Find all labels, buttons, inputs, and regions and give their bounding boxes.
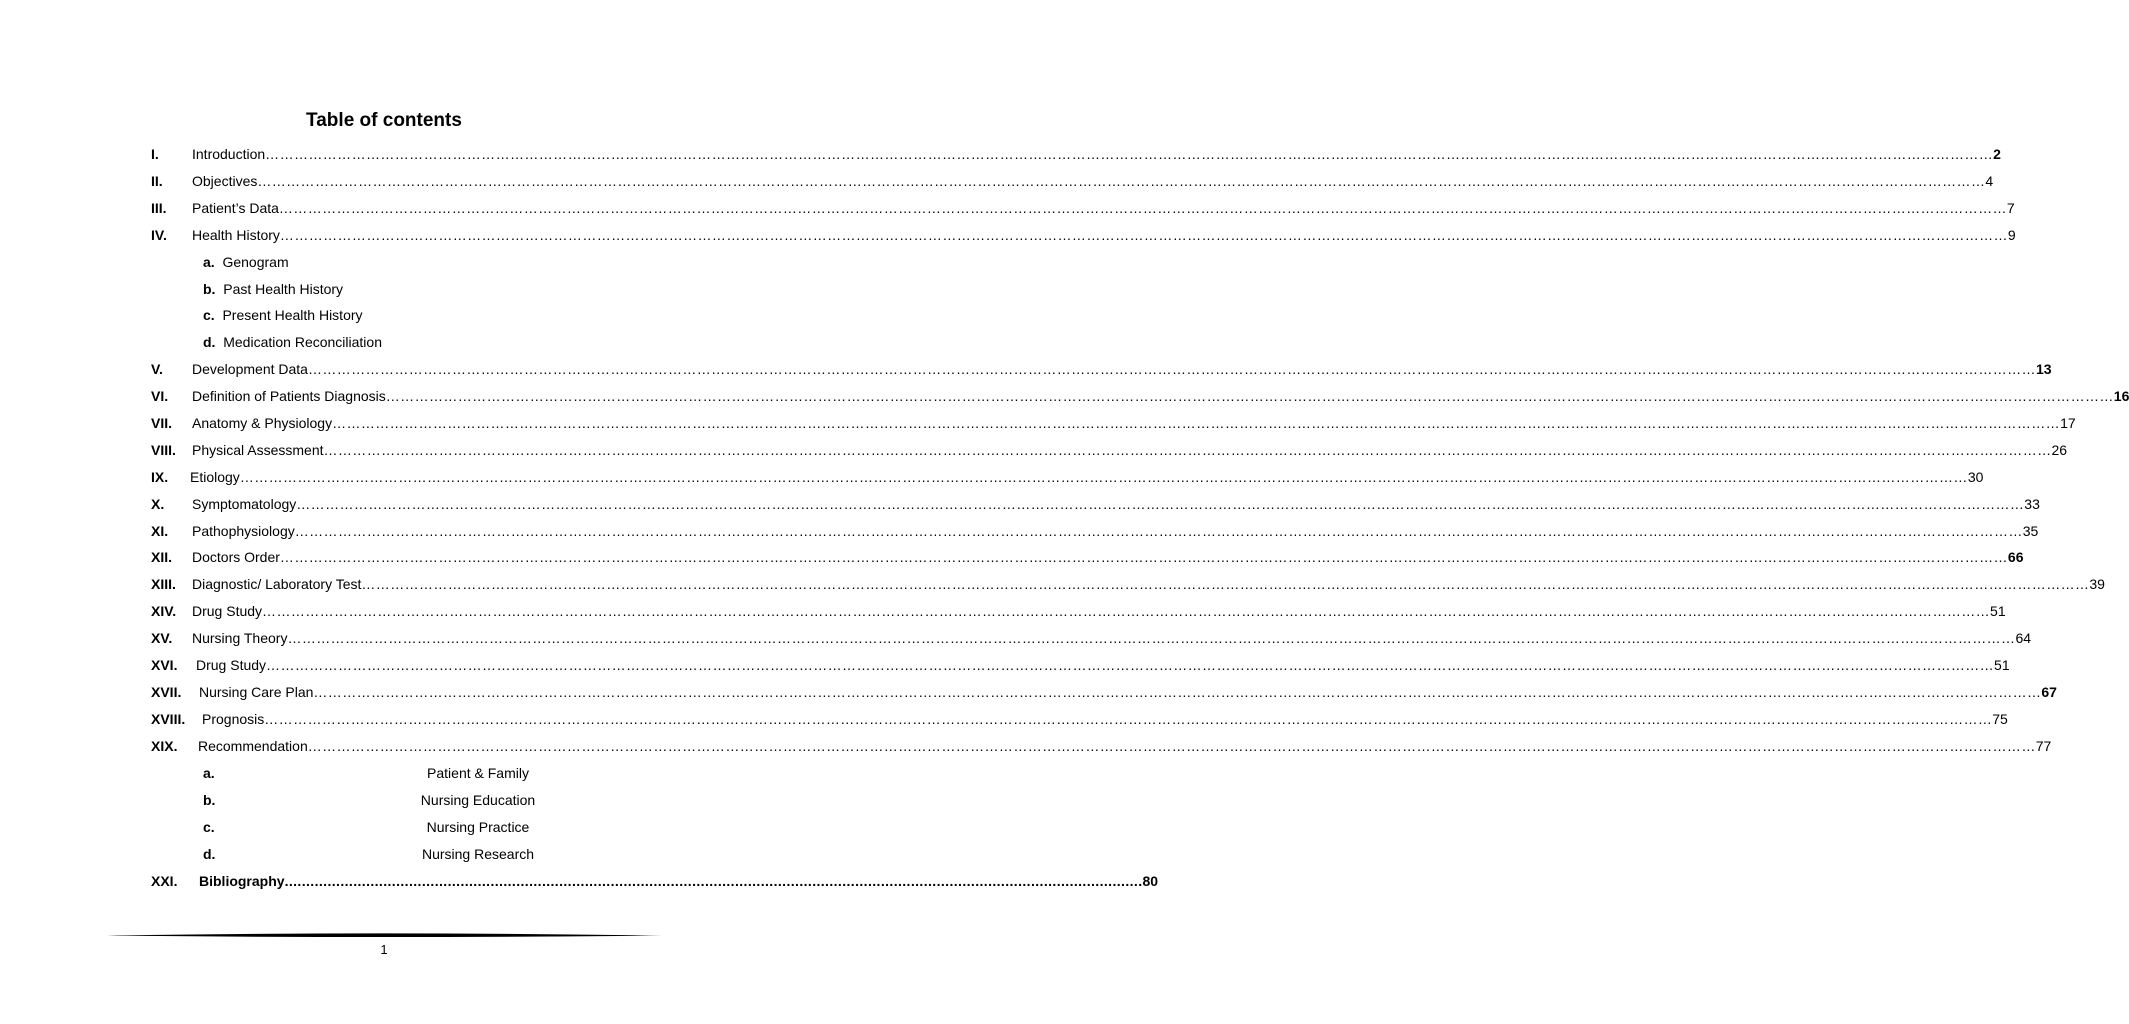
toc-entry-physical-assessment[interactable] [151, 439, 2068, 461]
subitem-past-health-history[interactable] [203, 278, 343, 300]
entry-page: 51 [1990, 603, 2006, 619]
toc-entry-health-history[interactable] [151, 224, 2016, 246]
entry-number: III. [151, 200, 167, 216]
entry-number: XI. [151, 523, 169, 539]
entry-label: Anatomy & Physiology [192, 415, 333, 431]
page-number: 1 [380, 942, 388, 957]
subitem-text: Nursing Research [421, 846, 535, 862]
subitem-text: Medication Reconciliation [223, 334, 382, 350]
entry-page: 7 [2006, 200, 2015, 216]
dot-leader: ……………………………………………………………………………………………………………………………………………………………………………………………………………………………………………………………………………………………………………………………… [278, 200, 2007, 216]
entry-page: 66 [2007, 549, 2024, 565]
entry-number: VI. [151, 388, 169, 404]
subitem-letter: b. [203, 792, 216, 808]
dot-leader: ……………………………………………………………………………………………………………………………………………………………………………………………………………………………………………………………………………………………………………………………… [313, 684, 2042, 700]
toc-entry-drug-study-2[interactable] [151, 654, 2010, 676]
entry-page: 80 [1142, 873, 1159, 889]
toc-entry-bibliography[interactable] [151, 870, 1159, 892]
subitem-text: Present Health History [222, 307, 363, 323]
entry-page: 75 [1992, 711, 2008, 727]
entry-label: Drug Study [192, 603, 263, 619]
toc-entry-recommendation[interactable] [151, 735, 2052, 757]
subitem-genogram[interactable] [203, 251, 289, 273]
subitem-patient-family[interactable] [203, 762, 623, 784]
entry-label: Definition of Patients Diagnosis [192, 388, 386, 404]
entry-label: Nursing Care Plan [199, 684, 314, 700]
entry-number: XIII. [151, 576, 176, 592]
entry-label: Nursing Theory [192, 630, 288, 646]
subitem-letter: c. [203, 307, 215, 323]
toc-entry-etiology[interactable] [151, 466, 1984, 488]
subitem-nursing-research[interactable] [203, 843, 623, 865]
dot-leader: ……………………………………………………………………………………………………………………………………………………………………………………………………………………………………………………………………………………………………………………………… [307, 738, 2036, 754]
subitem-nursing-practice[interactable] [203, 816, 623, 838]
subitem-text: Past Health History [223, 281, 344, 297]
entry-page: 64 [2015, 630, 2032, 646]
toc-entry-symptomatology[interactable] [151, 493, 2040, 515]
dot-leader: ……………………………………………………………………………………………………………………………………………………………………………………………………………………………………………………………………………………………………………………………… [323, 442, 2052, 458]
entry-label: Objectives [192, 173, 258, 189]
entry-page: 51 [1994, 657, 2010, 673]
toc-entry-diagnostic-lab-test[interactable] [151, 573, 2105, 595]
toc-entry-drug-study[interactable] [151, 600, 2006, 622]
subitem-letter: c. [203, 819, 215, 835]
dot-leader: ……………………………………………………………………………………………………………………………………………………………………………………………………………………………………………………………………………………………………………………………… [279, 549, 2008, 565]
entry-label: Doctors Order [192, 549, 280, 565]
entry-number: XIV. [151, 603, 177, 619]
entry-number: XV. [151, 630, 173, 646]
subitem-letter: a. [203, 254, 215, 270]
entry-number: XII. [151, 549, 173, 565]
page-title: Table of contents [306, 110, 462, 131]
dot-leader: ……………………………………………………………………………………………………………………………………………………………………………………………………………………………………………………………………………………………………………………………… [361, 576, 2090, 592]
toc-entry-development-data[interactable] [151, 358, 2052, 380]
entry-label: Patient’s Data [192, 200, 279, 216]
dot-leader: ……………………………………………………………………………………………………………………………………………………………………………………………………………………………………………………………………………………………………………………………… [264, 711, 1993, 727]
entry-label: Prognosis [202, 711, 265, 727]
entry-label: Physical Assessment [192, 442, 324, 458]
dot-leader: ……………………………………………………………………………………………………………………………………………………………………………………………………………………………………………………………………………………………………………………………… [279, 227, 2008, 243]
dot-leader: ……………………………………………………………………………………………………………………………………………………………………………………………………………………………………………………………………………………………………………………………… [257, 173, 1986, 189]
entry-number: VIII. [151, 442, 176, 458]
dot-leader: ……………………………………………………………………………………………………………………………………………………………………………………………………………………………………………………………………………………………………………………………… [287, 630, 2016, 646]
toc-entry-nursing-care-plan[interactable] [151, 681, 2057, 703]
entry-page: 16 [2113, 388, 2129, 404]
toc-entry-anatomy-physiology[interactable] [151, 412, 2076, 434]
toc-entry-doctors-order[interactable] [151, 546, 2024, 568]
entry-page: 2 [1993, 146, 2001, 162]
entry-page: 77 [2035, 738, 2052, 754]
entry-number: XIX. [151, 738, 178, 754]
entry-label: Recommendation [198, 738, 308, 754]
dot-leader: ……………………………………………………………………………………………………………………………………………………………………………………………………………………………………………………………………………………………………………………………… [332, 415, 2061, 431]
dot-leader: ……………………………………………………………………………………………………………………………………………………………………………………………………………………………………………………………………………………………………………………………… [307, 361, 2036, 377]
entry-label: Diagnostic/ Laboratory Test [192, 576, 362, 592]
entry-number: XVIII. [151, 711, 186, 727]
entry-number: X. [151, 496, 165, 512]
entry-page: 9 [2007, 227, 2016, 243]
dot-leader: ……………………………………………………………………………………………………………………………………………………………………………………………………………………………………………………………………………………………………………………………… [385, 388, 2114, 404]
subitem-letter: d. [203, 846, 216, 862]
dot-leader: ……………………………………………………………………………………………………………………………………………………………………………………………………………………………………………………………………………………………………………………………… [239, 469, 1968, 485]
entry-label: Health History [192, 227, 280, 243]
entry-number: XXI. [151, 873, 178, 889]
dot-leader: ……………………………………………………………………………………………………………………………………………………………………………………………………………………………………………………………………………………………………………………………… [266, 657, 1995, 673]
dot-leader: ........................................................................................................................................................................................................ [284, 873, 1143, 889]
entry-number: IV. [151, 227, 167, 243]
entry-page: 35 [2022, 523, 2039, 539]
subitem-medication-reconciliation[interactable] [203, 331, 382, 353]
entry-page: 33 [2024, 496, 2040, 512]
entry-label: Pathophysiology [192, 523, 295, 539]
entry-number: II. [151, 173, 163, 189]
entry-page: 26 [2051, 442, 2068, 458]
dot-leader: ……………………………………………………………………………………………………………………………………………………………………………………………………………………………………………………………………………………………………………………………… [296, 496, 2025, 512]
toc-entry-definition-of-diagnosis[interactable] [151, 385, 2129, 407]
subitem-letter: b. [203, 281, 216, 297]
subitem-nursing-education[interactable] [203, 789, 623, 811]
entry-number: IX. [151, 469, 169, 485]
entry-label: Development Data [192, 361, 308, 377]
toc-entry-introduction[interactable] [151, 143, 2001, 165]
entry-page: 4 [1985, 173, 1994, 189]
dot-leader: ……………………………………………………………………………………………………………………………………………………………………………………………………………………………………………………………………………………………………………………………… [262, 603, 1991, 619]
entry-label: Symptomatology [192, 496, 297, 512]
subitem-letter: a. [203, 765, 215, 781]
entry-number: I. [151, 146, 159, 162]
entry-label: Bibliography [199, 873, 285, 889]
entry-number: XVI. [151, 657, 178, 673]
subitem-text: Nursing Education [420, 792, 536, 808]
subitem-text: Genogram [222, 254, 289, 270]
entry-label: Etiology [190, 469, 240, 485]
dot-leader: ……………………………………………………………………………………………………………………………………………………………………………………………………………………………………………………………………………………………………………………………… [265, 146, 1994, 162]
entry-page: 67 [2041, 684, 2057, 700]
toc-entry-nursing-theory[interactable] [151, 627, 2032, 649]
entry-label: Drug Study [196, 657, 267, 673]
entry-page: 13 [2035, 361, 2052, 377]
entry-number: VII. [151, 415, 173, 431]
toc-entry-patients-data[interactable] [151, 197, 2015, 219]
subitem-text: Patient & Family [427, 765, 529, 781]
subitem-text: Nursing Practice [426, 819, 530, 835]
entry-number: V. [151, 361, 163, 377]
dot-leader: ……………………………………………………………………………………………………………………………………………………………………………………………………………………………………………………………………………………………………………………………… [294, 523, 2023, 539]
subitem-present-health-history[interactable] [203, 304, 363, 326]
entry-page: 30 [1967, 469, 1984, 485]
toc-entry-prognosis[interactable] [151, 708, 2008, 730]
entry-label: Introduction [192, 146, 266, 162]
subitem-letter: d. [203, 334, 216, 350]
toc-entry-pathophysiology[interactable] [151, 520, 2039, 542]
toc-entry-objectives[interactable] [151, 170, 1994, 192]
entry-page: 39 [2089, 576, 2105, 592]
entry-number: XVII. [151, 684, 182, 700]
entry-page: 17 [2060, 415, 2076, 431]
